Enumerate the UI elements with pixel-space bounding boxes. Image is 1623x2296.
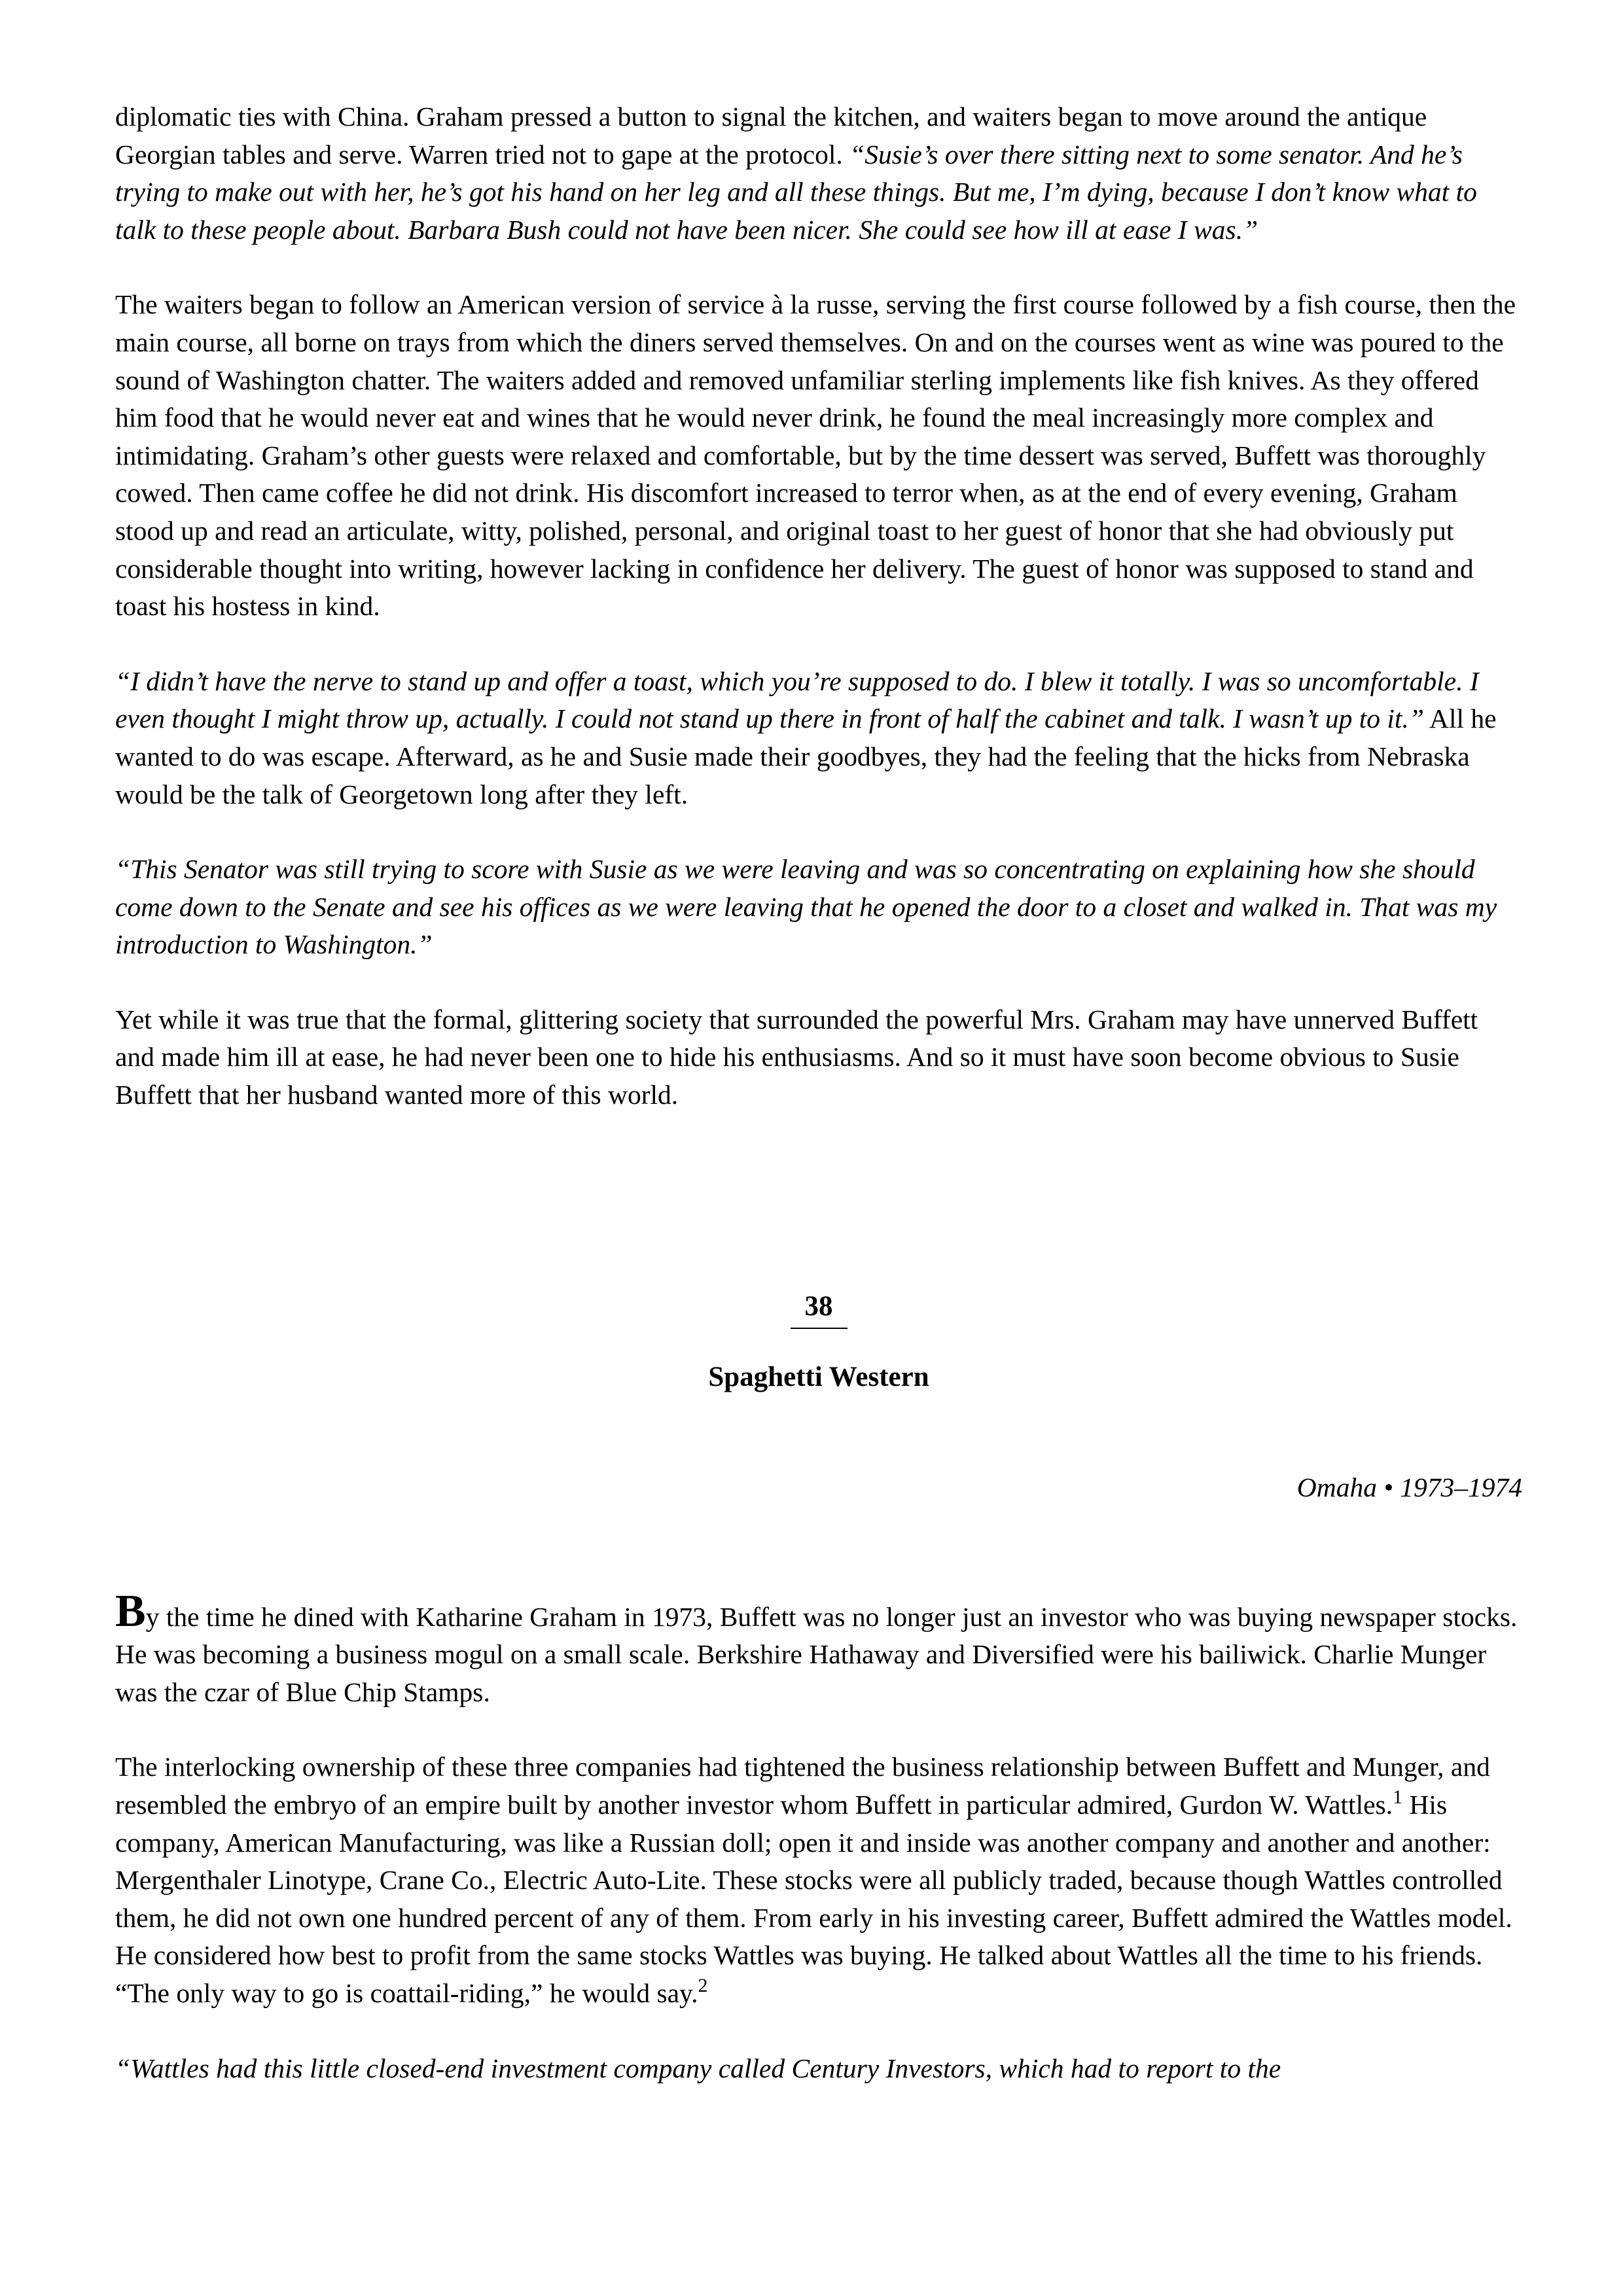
book-page	[115, 98, 1522, 2087]
paragraph-text: His company, American Manufacturing, was like a Russian doll; open it and inside was another company and another and another: Mergenthaler Linotype, Crane Co., Electric Auto-Lite. These stocks were all publicly traded, because though Wattles controlled them, he did not own one hundred percent of any of them. From early in his investing career, Buffett admired the Wattles model. He considered how best to profit from the same stocks Wattles was buying. He talked about Wattles all the time to his friends. “The only way to go is coattail-riding,” he would say.	[115, 1790, 1512, 2008]
paragraph-text: All he wanted to do was escape. Afterward, as he and Susie made their goodbyes, they had the feeling that the hicks from Nebraska would be the talk of Georgetown long after they left.	[115, 703, 1497, 809]
paragraph-enthusiasms: Yet while it was true that the formal, glittering society that surrounded the powerful Mrs. Graham may have unnerved Buffett and made him ill at ease, he had never been one to hide his enthusiasms. And so it must have soon become obvious to Susie Buffett that her husband wanted more of this world.	[115, 1004, 1478, 1110]
paragraph-dinner-protocol	[115, 98, 1522, 249]
paragraph-text: The interlocking ownership of these three companies had tightened the business relationship between Buffett and Munger, and resembled the embryo of an empire built by another investor whom Buffett in particular admired, Gurdon W. Wattles.	[115, 1752, 1490, 1820]
paragraph-text: y the time he dined with Katharine Graham in 1973, Buffett was no longer just an investor who was buying newspaper stocks. He was becoming a business mogul on a small scale. Berkshire Hathaway and Diversified were his bailiwick. Charlie Munger was the czar of Blue Chip Stamps.	[115, 1601, 1518, 1707]
paragraph-text: diplomatic ties with China. Graham pressed a button to signal the kitchen, and waiters began to move around the antique Georgian tables and serve. Warren tried not to gape at the protocol.	[115, 101, 1427, 169]
paragraph-wattles	[115, 1748, 1522, 2012]
chapter-number: 38	[791, 1290, 847, 1329]
paragraph-century-investors-quote: “Wattles had this little closed-end investment company called Century Investors, which had to report to the	[115, 2053, 1281, 2083]
paragraph-business-mogul	[115, 1585, 1522, 1712]
footnote-marker[interactable]: 2	[698, 1975, 708, 1996]
quote-text: “Susie’s over there sitting next to some senator. And he’s trying to make out with her, he’s got his hand on her leg and all these things. But me, I’m dying, because I don’t know what to talk to these people about. Barbara Bush could not have been nicer. She could see how ill at ease I was.”	[115, 139, 1477, 245]
chapter-title: Spaghetti Western	[708, 1361, 929, 1392]
chapter-heading	[115, 1290, 1522, 1396]
paragraph-senator-quote: “This Senator was still trying to score with Susie as we were leaving and was so concentrating on explaining how she should come down to the Senate and see his offices as we were leaving that he opened the door to a closet and walked in. That was my introduction to Washington.”	[115, 854, 1497, 960]
paragraph-service-a-la-russe: The waiters began to follow an American version of service à la russe, serving the first course followed by a fish course, then the main course, all borne on trays from which the diners served themselves. On and on the courses went as wine was poured to the sound of Washington chatter. The waiters added and removed unfamiliar sterling implements like fish knives. As they offered him food that he would never eat and wines that he would never drink, he found the meal increasingly more complex and intimidating. Graham’s other guests were relaxed and comfortable, but by the time dessert was served, Buffett was thoroughly cowed. Then came coffee he did not drink. His discomfort increased to terror when, as at the end of every evening, Graham stood up and read an articulate, witty, polished, personal, and original toast to her guest of honor that she had obviously put considerable thought into writing, however lacking in confidence her delivery. The guest of honor was supposed to stand and toast his hostess in kind.	[115, 289, 1516, 622]
paragraph-toast	[115, 663, 1522, 813]
chapter-dateline: Omaha • 1973–1974	[1296, 1472, 1522, 1502]
quote-text: “I didn’t have the nerve to stand up and offer a toast, which you’re supposed to do. I blew it totally. I was so uncomfortable. I even thought I might throw up, actually. I could not stand up there in front of half the cabinet and talk. I wasn’t up to it.”	[115, 665, 1479, 734]
drop-cap: B	[115, 1585, 146, 1636]
footnote-marker[interactable]: 1	[1393, 1786, 1403, 1809]
